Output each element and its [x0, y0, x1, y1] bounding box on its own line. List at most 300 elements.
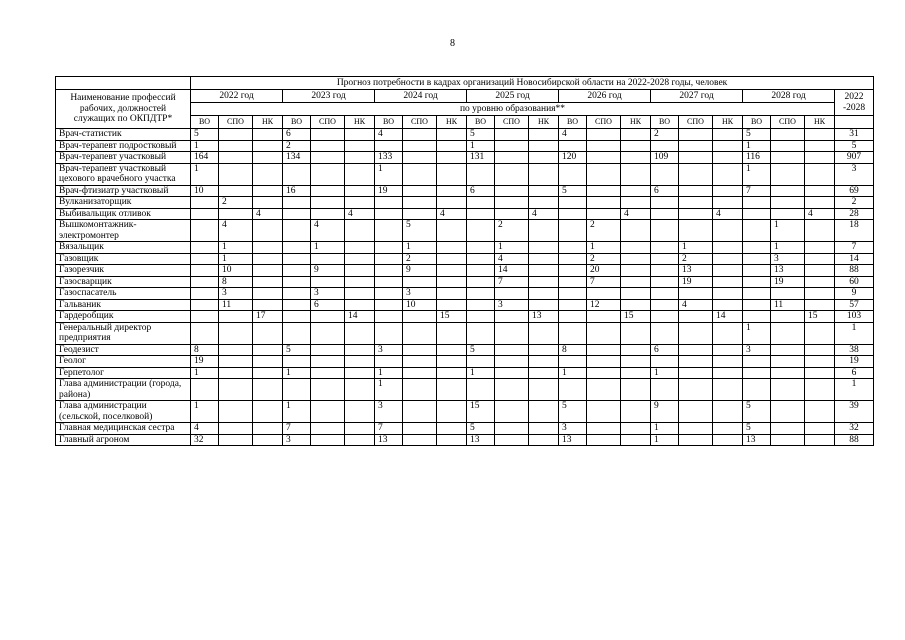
total-cell: 6 — [835, 367, 874, 379]
demand-cell: 1 — [191, 401, 219, 423]
demand-cell — [651, 163, 679, 185]
demand-cell — [713, 129, 743, 141]
demand-cell — [805, 152, 835, 164]
demand-cell — [529, 242, 559, 254]
demand-cell — [437, 253, 467, 265]
demand-cell — [621, 379, 651, 401]
level-code-header: СПО — [403, 116, 437, 129]
demand-cell — [375, 288, 403, 300]
level-code-header: СПО — [311, 116, 345, 129]
demand-cell: 1 — [743, 163, 771, 185]
demand-cell — [679, 288, 713, 300]
demand-cell — [805, 423, 835, 435]
demand-cell — [311, 185, 345, 197]
demand-cell — [621, 299, 651, 311]
demand-cell — [375, 242, 403, 254]
demand-cell — [283, 356, 311, 368]
demand-cell: 4 — [219, 220, 253, 242]
demand-cell: 2 — [219, 197, 253, 209]
demand-cell — [467, 288, 495, 300]
demand-cell — [219, 140, 253, 152]
demand-cell — [805, 253, 835, 265]
demand-cell — [587, 367, 621, 379]
demand-cell — [219, 356, 253, 368]
demand-cell — [529, 367, 559, 379]
demand-cell — [437, 129, 467, 141]
total-cell: 3 — [835, 163, 874, 185]
demand-cell — [219, 185, 253, 197]
demand-cell — [743, 367, 771, 379]
demand-cell — [679, 379, 713, 401]
demand-cell: 1 — [467, 140, 495, 152]
demand-cell — [253, 288, 283, 300]
demand-cell — [805, 140, 835, 152]
demand-cell: 4 — [679, 299, 713, 311]
demand-cell — [713, 299, 743, 311]
demand-cell — [253, 242, 283, 254]
demand-cell — [621, 129, 651, 141]
demand-cell: 5 — [403, 220, 437, 242]
name-column-header: Наименование профессий рабочих, должностей служащих по ОКПДТР* — [56, 90, 191, 129]
table-row — [56, 322, 874, 344]
demand-cell: 1 — [743, 322, 771, 344]
demand-cell — [771, 129, 805, 141]
demand-cell: 116 — [743, 152, 771, 164]
level-code-header: СПО — [679, 116, 713, 129]
demand-cell — [467, 220, 495, 242]
demand-cell — [587, 434, 621, 446]
demand-cell — [713, 367, 743, 379]
table-row — [56, 379, 874, 401]
staff-demand-table — [55, 76, 874, 446]
demand-cell: 4 — [713, 208, 743, 220]
total-cell: 88 — [835, 434, 874, 446]
demand-cell — [621, 140, 651, 152]
demand-cell — [283, 299, 311, 311]
demand-cell — [529, 152, 559, 164]
demand-cell — [375, 140, 403, 152]
demand-cell — [621, 242, 651, 254]
demand-cell — [651, 299, 679, 311]
demand-cell — [437, 276, 467, 288]
level-code-header: НК — [713, 116, 743, 129]
demand-cell — [621, 322, 651, 344]
demand-cell — [345, 401, 375, 423]
demand-cell — [253, 129, 283, 141]
demand-cell — [375, 299, 403, 311]
demand-cell — [621, 185, 651, 197]
demand-cell — [467, 379, 495, 401]
demand-cell — [467, 356, 495, 368]
level-code-header: ВО — [191, 116, 219, 129]
demand-cell — [191, 288, 219, 300]
demand-cell — [437, 322, 467, 344]
demand-cell — [437, 288, 467, 300]
demand-cell — [345, 152, 375, 164]
demand-cell: 1 — [771, 242, 805, 254]
demand-cell — [253, 356, 283, 368]
total-cell: 39 — [835, 401, 874, 423]
demand-cell — [621, 367, 651, 379]
demand-cell: 3 — [375, 401, 403, 423]
demand-cell — [403, 401, 437, 423]
level-code-header: НК — [253, 116, 283, 129]
demand-cell — [587, 379, 621, 401]
demand-cell — [467, 322, 495, 344]
demand-cell — [679, 367, 713, 379]
profession-name: Герпетолог — [56, 367, 191, 379]
table-row — [56, 253, 874, 265]
demand-cell: 109 — [651, 152, 679, 164]
demand-cell — [311, 152, 345, 164]
demand-cell — [559, 220, 587, 242]
demand-cell — [559, 311, 587, 323]
demand-cell — [743, 265, 771, 277]
demand-cell: 1 — [219, 242, 253, 254]
total-cell: 18 — [835, 220, 874, 242]
demand-cell — [437, 140, 467, 152]
demand-cell — [253, 152, 283, 164]
demand-cell: 4 — [311, 220, 345, 242]
demand-cell — [771, 434, 805, 446]
demand-cell — [219, 401, 253, 423]
demand-cell — [495, 379, 529, 401]
level-code-header: НК — [437, 116, 467, 129]
level-code-header: ВО — [743, 116, 771, 129]
demand-cell — [771, 401, 805, 423]
profession-name: Врач-терапевт участковый цехового врачебного участка — [56, 163, 191, 185]
demand-cell: 4 — [253, 208, 283, 220]
demand-cell — [253, 379, 283, 401]
demand-cell — [713, 322, 743, 344]
demand-cell: 13 — [679, 265, 713, 277]
demand-cell — [219, 311, 253, 323]
demand-cell — [529, 288, 559, 300]
demand-cell — [651, 379, 679, 401]
demand-cell — [805, 356, 835, 368]
demand-cell: 15 — [467, 401, 495, 423]
table-row — [56, 423, 874, 435]
demand-cell — [253, 344, 283, 356]
demand-cell — [559, 379, 587, 401]
demand-cell — [219, 344, 253, 356]
demand-cell — [219, 379, 253, 401]
demand-cell — [679, 401, 713, 423]
demand-cell: 2 — [651, 129, 679, 141]
demand-cell — [621, 220, 651, 242]
demand-cell — [621, 152, 651, 164]
table-row — [56, 434, 874, 446]
demand-cell — [311, 253, 345, 265]
demand-cell — [679, 423, 713, 435]
demand-cell: 4 — [437, 208, 467, 220]
demand-cell — [495, 344, 529, 356]
demand-cell — [743, 220, 771, 242]
profession-name: Гардеробщик — [56, 311, 191, 323]
demand-cell: 6 — [311, 299, 345, 311]
total-cell: 7 — [835, 242, 874, 254]
demand-cell — [495, 401, 529, 423]
demand-cell — [743, 197, 771, 209]
demand-cell — [713, 185, 743, 197]
demand-cell — [345, 197, 375, 209]
demand-cell: 5 — [743, 129, 771, 141]
demand-cell — [283, 322, 311, 344]
demand-cell — [437, 152, 467, 164]
demand-cell — [587, 129, 621, 141]
demand-cell — [311, 163, 345, 185]
demand-cell: 5 — [743, 423, 771, 435]
profession-name: Газоспасатель — [56, 288, 191, 300]
demand-cell — [559, 163, 587, 185]
demand-cell — [679, 434, 713, 446]
table-row — [56, 265, 874, 277]
demand-cell — [587, 344, 621, 356]
demand-cell — [345, 185, 375, 197]
demand-cell — [437, 367, 467, 379]
demand-cell — [559, 288, 587, 300]
demand-cell — [495, 322, 529, 344]
demand-cell — [743, 253, 771, 265]
demand-cell — [771, 152, 805, 164]
demand-cell — [311, 322, 345, 344]
demand-cell — [283, 163, 311, 185]
demand-cell — [467, 311, 495, 323]
demand-cell — [713, 197, 743, 209]
demand-cell — [529, 253, 559, 265]
demand-cell: 1 — [467, 367, 495, 379]
demand-cell — [679, 152, 713, 164]
demand-cell — [345, 276, 375, 288]
demand-cell — [771, 208, 805, 220]
demand-cell: 7 — [283, 423, 311, 435]
total-cell: 14 — [835, 253, 874, 265]
demand-cell: 1 — [651, 434, 679, 446]
demand-cell: 1 — [283, 401, 311, 423]
demand-cell: 13 — [559, 434, 587, 446]
demand-cell — [191, 311, 219, 323]
demand-cell — [679, 208, 713, 220]
demand-cell — [713, 344, 743, 356]
profession-name: Газосварщик — [56, 276, 191, 288]
year-header-row — [56, 90, 874, 103]
demand-cell — [191, 299, 219, 311]
demand-cell — [191, 242, 219, 254]
profession-name: Глава администрации (города, района) — [56, 379, 191, 401]
demand-cell — [403, 322, 437, 344]
demand-cell: 19 — [679, 276, 713, 288]
year-header: 2025 год — [467, 90, 559, 103]
demand-cell — [375, 208, 403, 220]
level-code-header: СПО — [771, 116, 805, 129]
demand-cell — [587, 197, 621, 209]
demand-cell — [713, 163, 743, 185]
demand-cell — [713, 265, 743, 277]
demand-cell — [621, 265, 651, 277]
demand-cell — [651, 356, 679, 368]
demand-cell — [743, 288, 771, 300]
profession-name: Глава администрации (сельской, поселковой) — [56, 401, 191, 423]
demand-cell — [403, 344, 437, 356]
demand-cell — [253, 434, 283, 446]
demand-cell — [559, 242, 587, 254]
demand-cell — [253, 220, 283, 242]
table-row — [56, 197, 874, 209]
demand-cell — [587, 208, 621, 220]
demand-cell — [403, 423, 437, 435]
demand-cell — [805, 288, 835, 300]
demand-cell — [345, 322, 375, 344]
table-row — [56, 208, 874, 220]
demand-cell — [559, 140, 587, 152]
demand-cell: 3 — [311, 288, 345, 300]
demand-cell — [437, 163, 467, 185]
demand-cell — [375, 220, 403, 242]
demand-cell — [403, 163, 437, 185]
demand-cell — [345, 299, 375, 311]
demand-cell — [311, 434, 345, 446]
total-cell: 57 — [835, 299, 874, 311]
total-cell: 907 — [835, 152, 874, 164]
demand-cell — [495, 140, 529, 152]
demand-cell: 2 — [679, 253, 713, 265]
demand-cell — [713, 220, 743, 242]
demand-cell — [495, 185, 529, 197]
demand-cell — [587, 401, 621, 423]
demand-cell: 1 — [191, 163, 219, 185]
demand-cell — [771, 163, 805, 185]
demand-cell: 8 — [191, 344, 219, 356]
demand-cell — [529, 423, 559, 435]
demand-cell: 11 — [771, 299, 805, 311]
profession-name: Выбивальщик отливок — [56, 208, 191, 220]
demand-cell: 7 — [495, 276, 529, 288]
demand-cell — [403, 379, 437, 401]
demand-cell: 5 — [559, 185, 587, 197]
demand-cell: 1 — [651, 423, 679, 435]
demand-cell — [253, 197, 283, 209]
demand-cell — [219, 322, 253, 344]
demand-cell — [651, 288, 679, 300]
total-column-header: 2022 -2028 — [835, 90, 874, 116]
profession-name: Геолог — [56, 356, 191, 368]
demand-cell: 3 — [219, 288, 253, 300]
demand-cell — [467, 163, 495, 185]
demand-cell — [283, 276, 311, 288]
demand-cell — [529, 163, 559, 185]
demand-cell — [345, 253, 375, 265]
demand-cell — [679, 163, 713, 185]
demand-cell — [621, 344, 651, 356]
total-cell: 19 — [835, 356, 874, 368]
table-row — [56, 185, 874, 197]
demand-cell — [679, 322, 713, 344]
demand-cell — [559, 208, 587, 220]
demand-cell: 1 — [375, 367, 403, 379]
demand-cell: 16 — [283, 185, 311, 197]
demand-cell: 6 — [283, 129, 311, 141]
demand-cell — [191, 197, 219, 209]
demand-cell: 1 — [191, 140, 219, 152]
total-cell: 2 — [835, 197, 874, 209]
demand-cell — [283, 208, 311, 220]
demand-cell — [743, 311, 771, 323]
demand-cell: 13 — [743, 434, 771, 446]
demand-cell: 1 — [679, 242, 713, 254]
demand-cell — [345, 265, 375, 277]
demand-cell — [375, 253, 403, 265]
demand-cell — [375, 356, 403, 368]
demand-cell — [495, 423, 529, 435]
demand-cell — [311, 197, 345, 209]
demand-cell: 1 — [559, 367, 587, 379]
demand-cell: 19 — [375, 185, 403, 197]
demand-cell: 13 — [375, 434, 403, 446]
demand-cell: 1 — [651, 367, 679, 379]
demand-cell — [743, 208, 771, 220]
demand-cell — [713, 401, 743, 423]
demand-cell: 7 — [587, 276, 621, 288]
demand-cell — [283, 311, 311, 323]
demand-cell — [403, 140, 437, 152]
demand-cell — [679, 344, 713, 356]
demand-cell — [403, 356, 437, 368]
demand-cell — [467, 299, 495, 311]
table-title-row — [56, 77, 874, 90]
demand-cell: 5 — [559, 401, 587, 423]
demand-cell: 3 — [375, 344, 403, 356]
demand-cell: 9 — [311, 265, 345, 277]
profession-name: Газорезчик — [56, 265, 191, 277]
demand-cell — [651, 265, 679, 277]
demand-cell — [437, 379, 467, 401]
demand-cell — [345, 379, 375, 401]
total-cell: 5 — [835, 140, 874, 152]
demand-cell — [679, 129, 713, 141]
demand-cell: 5 — [467, 344, 495, 356]
demand-cell — [529, 265, 559, 277]
demand-cell — [651, 140, 679, 152]
level-code-header: СПО — [495, 116, 529, 129]
demand-cell — [529, 220, 559, 242]
total-cell: 1 — [835, 379, 874, 401]
demand-cell — [621, 288, 651, 300]
demand-cell — [345, 356, 375, 368]
demand-cell — [529, 299, 559, 311]
demand-cell — [771, 356, 805, 368]
demand-cell: 134 — [283, 152, 311, 164]
demand-cell — [771, 311, 805, 323]
demand-cell: 164 — [191, 152, 219, 164]
table-row — [56, 129, 874, 141]
demand-cell — [587, 185, 621, 197]
demand-cell — [587, 311, 621, 323]
total-cell: 69 — [835, 185, 874, 197]
demand-cell: 11 — [219, 299, 253, 311]
demand-cell: 133 — [375, 152, 403, 164]
demand-cell — [283, 220, 311, 242]
demand-cell: 6 — [651, 185, 679, 197]
demand-cell — [345, 129, 375, 141]
demand-cell: 14 — [345, 311, 375, 323]
demand-cell — [621, 356, 651, 368]
demand-cell — [437, 356, 467, 368]
demand-cell — [805, 344, 835, 356]
table-row — [56, 242, 874, 254]
demand-cell: 4 — [345, 208, 375, 220]
demand-cell: 4 — [375, 129, 403, 141]
demand-cell: 1 — [283, 367, 311, 379]
